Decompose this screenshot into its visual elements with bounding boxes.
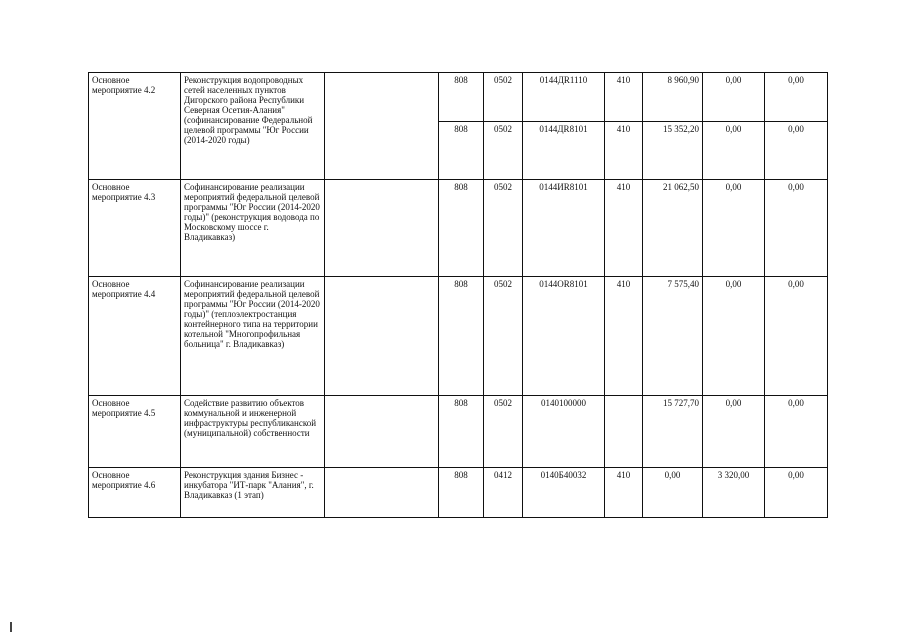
empty-cell <box>325 277 439 396</box>
amount-2-cell: 0,00 <box>703 396 765 468</box>
expense-type-cell: 410 <box>605 122 643 180</box>
amount-1-cell: 15 727,70 <box>643 396 703 468</box>
amount-3-cell: 0,00 <box>765 122 828 180</box>
amount-2-cell: 0,00 <box>703 122 765 180</box>
section-cell: 0502 <box>484 180 523 277</box>
amount-3-cell: 0,00 <box>765 180 828 277</box>
section-cell: 0502 <box>484 277 523 396</box>
grbs-cell: 808 <box>439 468 484 518</box>
amount-1-cell: 7 575,40 <box>643 277 703 396</box>
table-row <box>89 468 828 518</box>
event-cell: Основное мероприятие 4.2 <box>89 73 181 180</box>
grbs-cell: 808 <box>439 180 484 277</box>
grbs-cell: 808 <box>439 277 484 396</box>
event-name-cell: Реконструкция водопроводных сетей населенных пунктов Дигорского района Республики Северная Осетия-Алания" (софинансирование Федеральной целевой программы "Юг России (2014-2020 годы) <box>181 73 325 180</box>
section-cell: 0502 <box>484 122 523 180</box>
empty-cell <box>325 73 439 180</box>
amount-1-cell: 21 062,50 <box>643 180 703 277</box>
table-row <box>89 396 828 468</box>
amount-1-cell: 8 960,90 <box>643 73 703 122</box>
target-article-cell: 0140Б40032 <box>523 468 605 518</box>
grbs-cell: 808 <box>439 73 484 122</box>
amount-2-cell: 0,00 <box>703 277 765 396</box>
expense-type-cell: 410 <box>605 73 643 122</box>
amount-3-cell: 0,00 <box>765 277 828 396</box>
grbs-cell: 808 <box>439 122 484 180</box>
event-cell: Основное мероприятие 4.5 <box>89 396 181 468</box>
section-cell: 0412 <box>484 468 523 518</box>
event-name-cell: Содействие развитию объектов коммунальной и инженерной инфраструктуры республиканской (муниципальной) собственности <box>181 396 325 468</box>
empty-cell <box>325 468 439 518</box>
event-name-cell: Софинансирование реализации мероприятий федеральной целевой программы "Юг России (2014-2020 годы)" (реконструкция водовода по Московскому шоссе г. Владикавказ) <box>181 180 325 277</box>
amount-1-cell: 0,00 <box>643 468 703 518</box>
target-article-cell: 0144ДR1110 <box>523 73 605 122</box>
section-cell: 0502 <box>484 396 523 468</box>
table-row <box>89 73 828 122</box>
event-cell: Основное мероприятие 4.6 <box>89 468 181 518</box>
expense-type-cell: 410 <box>605 277 643 396</box>
amount-3-cell: 0,00 <box>765 396 828 468</box>
amount-2-cell: 0,00 <box>703 73 765 122</box>
event-name-cell: Софинансирование реализации мероприятий федеральной целевой программы "Юг России (2014-2020 годы)" (теплоэлектростанция контейнерного типа на территории котельной "Многопрофильная больница" г. Владикавказ) <box>181 277 325 396</box>
section-cell: 0502 <box>484 73 523 122</box>
expense-type-cell: 410 <box>605 468 643 518</box>
amount-2-cell: 3 320,00 <box>703 468 765 518</box>
amount-1-cell: 15 352,20 <box>643 122 703 180</box>
target-article-cell: 0144OR8101 <box>523 277 605 396</box>
expense-type-cell <box>605 396 643 468</box>
scan-artifact <box>10 622 12 632</box>
target-article-cell: 0144ДR8101 <box>523 122 605 180</box>
expense-type-cell: 410 <box>605 180 643 277</box>
event-cell: Основное мероприятие 4.4 <box>89 277 181 396</box>
event-cell: Основное мероприятие 4.3 <box>89 180 181 277</box>
table-row <box>89 180 828 277</box>
table-row <box>89 277 828 396</box>
empty-cell <box>325 396 439 468</box>
empty-cell <box>325 180 439 277</box>
amount-3-cell: 0,00 <box>765 73 828 122</box>
amount-2-cell: 0,00 <box>703 180 765 277</box>
amount-3-cell: 0,00 <box>765 468 828 518</box>
event-name-cell: Реконструкция здания Бизнес - инкубатора "ИТ-парк "Алания", г. Владикавказ (1 этап) <box>181 468 325 518</box>
target-article-cell: 0144ИR8101 <box>523 180 605 277</box>
budget-table <box>88 72 828 518</box>
target-article-cell: 0140100000 <box>523 396 605 468</box>
grbs-cell: 808 <box>439 396 484 468</box>
